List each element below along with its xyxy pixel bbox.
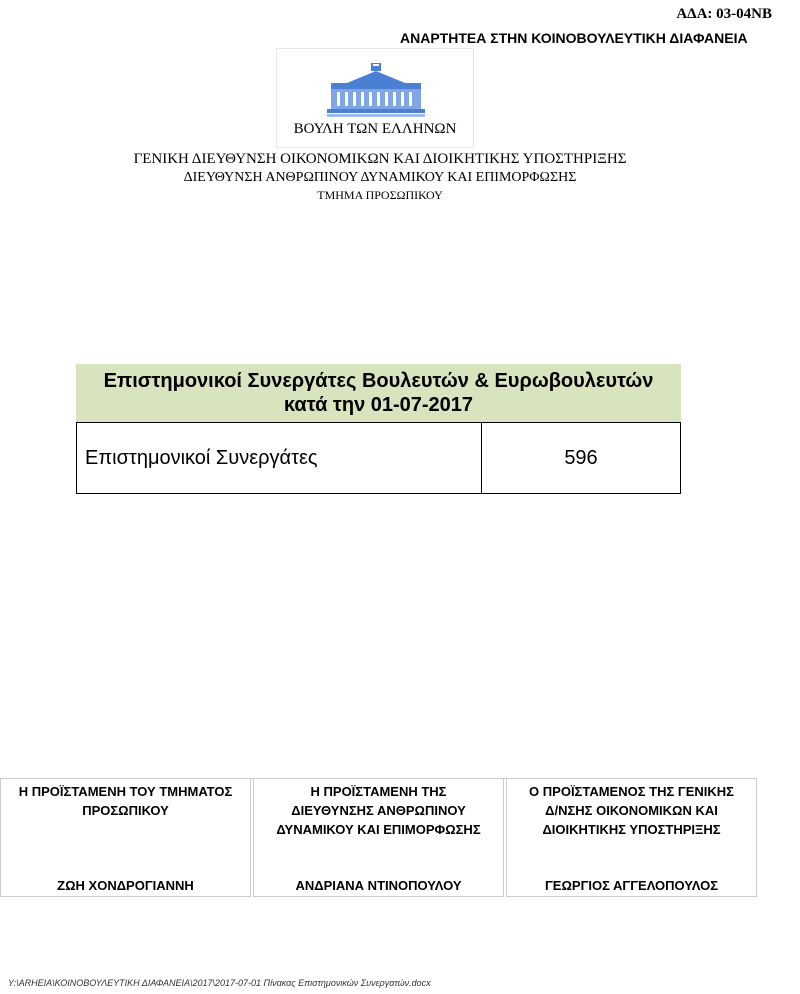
signature-column <box>0 779 251 897</box>
ada-code: ΑΔΑ: 03-04ΝΒ <box>676 6 772 22</box>
table-title <box>76 364 681 422</box>
row-value: 596 <box>564 446 598 469</box>
signature-name: ΓΕΩΡΓΙΟΣ ΑΓΓΕΛΟΠΟΥΛΟΣ <box>544 878 719 893</box>
signature-block <box>0 778 757 897</box>
signature-column <box>506 779 757 897</box>
summary-table <box>76 364 681 494</box>
header-department: ΤΜΗΜΑ ΠΡΟΣΩΠΙΚΟΥ <box>317 188 443 202</box>
table-title-line2: κατά την 01-07-2017 <box>283 394 474 416</box>
signature-column <box>253 779 504 897</box>
signature-name: ΑΝΔΡΙΑΝΑ ΝΤΙΝΟΠΟΥΛΟΥ <box>295 878 462 893</box>
document-path-footer: Y:\ARHEIA\ΚΟΙΝΟΒΟΥΛΕΥΤΙΚΗ ΔΙΑΦΑΝΕΙΑ\2017\2017-07-01 Πίνακας Επιστημονικών Συνεργατών.docx <box>8 978 431 988</box>
table-title-line1: Επιστημονικοί Συνεργάτες Βουλευτών & Ευρωβουλευτών <box>103 370 654 392</box>
header-directorate: ΔΙΕΥΘΥΝΣΗ ΑΝΘΡΩΠΙΝΟΥ ΔΥΝΑΜΙΚΟΥ ΚΑΙ ΕΠΙΜΟΡΦΩΣΗΣ <box>183 170 577 185</box>
signature-title: Ο ΠΡΟΪΣΤΑΜΕΝΟΣ ΤΗΣ ΓΕΝΙΚΗΣ Δ/ΝΣΗΣ ΟΙΚΟΝΟΜΙΚΩΝ ΚΑΙ ΔΙΟΙΚΗΤΙΚΗΣ ΥΠΟΣΤΗΡΙΞΗΣ <box>529 784 734 837</box>
parliament-logo <box>276 48 474 148</box>
signature-title: Η ΠΡΟΪΣΤΑΜΕΝΗ ΤΗΣ ΔΙΕΥΘΥΝΣΗΣ ΑΝΘΡΩΠΙΝΟΥ ΔΥΝΑΜΙΚΟΥ ΚΑΙ ΕΠΙΜΟΡΦΩΣΗΣ <box>276 784 481 837</box>
row-label: Επιστημονικοί Συνεργάτες <box>77 423 482 493</box>
logo-caption: ΒΟΥΛΗ ΤΩΝ ΕΛΛΗΝΩΝ <box>293 121 457 137</box>
transparency-note: ΑΝΑΡΤΗΤΕΑ ΣΤΗΝ ΚΟΙΝΟΒΟΥΛΕΥΤΙΚΗ ΔΙΑΦΑΝΕΙΑ <box>400 30 748 46</box>
parliament-building-icon <box>327 61 425 119</box>
table-row <box>76 422 681 494</box>
signature-name: ΖΩΗ ΧΟΝΔΡΟΓΙΑΝΝΗ <box>57 878 194 893</box>
header-general-directorate: ΓΕΝΙΚΗ ΔΙΕΥΘΥΝΣΗ ΟΙΚΟΝΟΜΙΚΩΝ ΚΑΙ ΔΙΟΙΚΗΤΙΚΗΣ ΥΠΟΣΤΗΡΙΞΗΣ <box>133 151 627 167</box>
signature-title: Η ΠΡΟΪΣΤΑΜΕΝΗ ΤΟΥ ΤΜΗΜΑΤΟΣ ΠΡΟΣΩΠΙΚΟΥ <box>18 784 233 818</box>
